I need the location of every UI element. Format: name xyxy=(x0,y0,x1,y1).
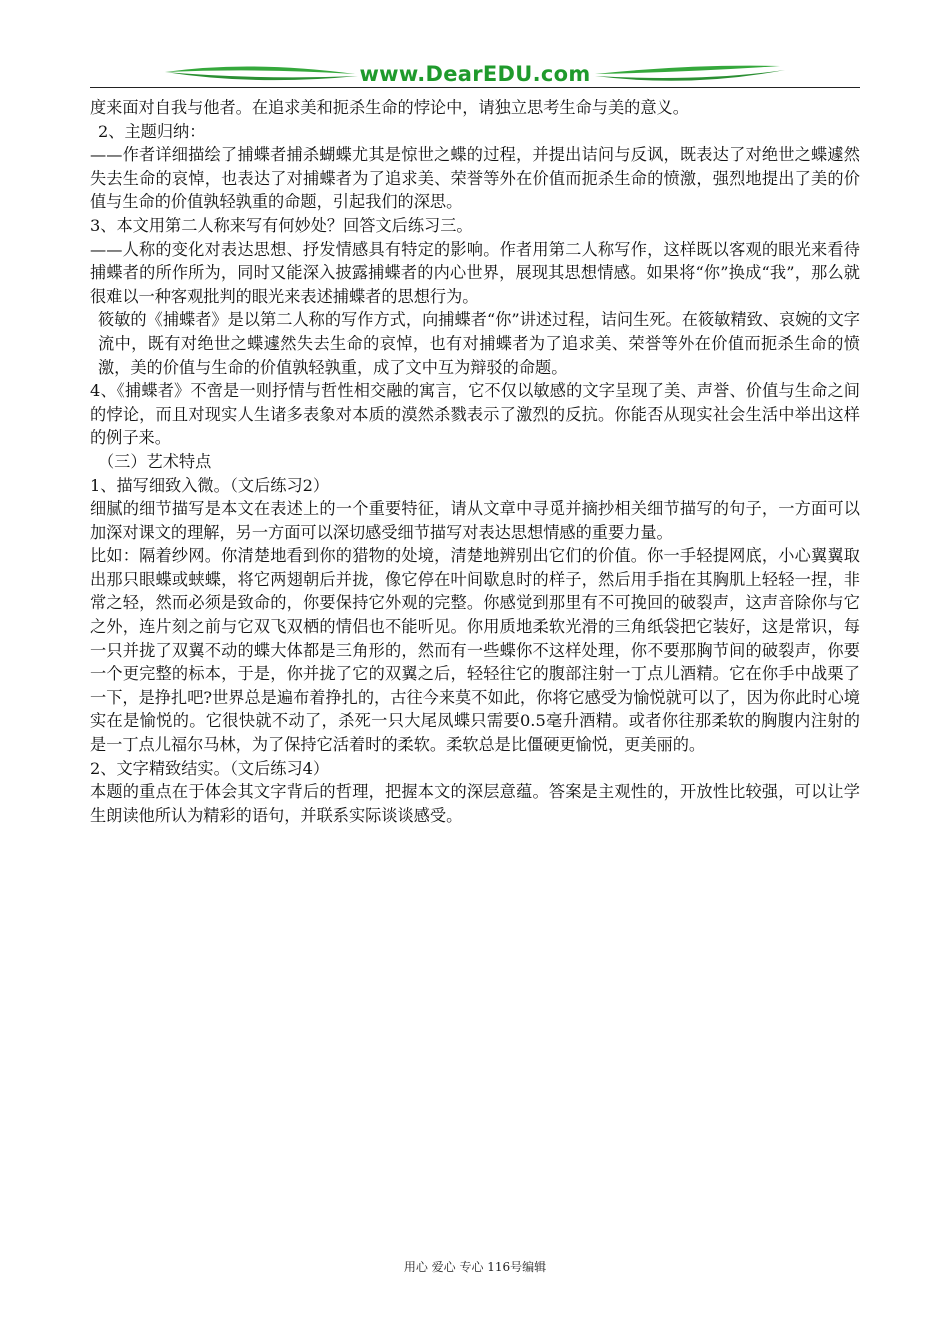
paragraph: 本题的重点在于体会其文字背后的哲理，把握本文的深层意蕴。答案是主观性的，开放性比较强，可以让学生朗读他所认为精彩的语句，并联系实际谈谈感受。 xyxy=(90,782,860,825)
section-heading: 3、本文用第二人称来写有何妙处？回答文后练习三。 xyxy=(90,215,473,235)
paragraph: 比如：隔着纱网。你清楚地看到你的猎物的处境，清楚地辨别出它们的价值。你一手轻提网底，小心翼翼取出那只眼蝶或蛱蝶，将它两翅朝后并拢，像它停在叶间歇息时的样子，然后用手指在其胸肌上轻轻一捏，非常之轻，然而必须是致命的，你要保持它外观的完整。你感觉到那里有不可挽回的破裂声，这声音除你与它之外，连片刻之前与它双飞双栖的情侣也不能听见。你用质地柔软光滑的三角纸袋把它装好，这是常识，每一只并拢了双翼不动的蝶大体都是三角形的，然而有一些蝶你不这样处理，你不要那胸节间的破裂声，你要一个更完整的标本，于是，你并拢了它的双翼之后，轻轻往它的腹部注射一丁点儿酒精。它在你手中战栗了一下，是挣扎吧?世界总是遍布着挣扎的，古往今来莫不如此，你将它感受为愉悦就可以了，因为你此时心境实在是愉悦的。它很快就不动了，杀死一只大尾凤蝶只需要0.5毫升酒精。或者你往那柔软的胸腹内注射的是一丁点儿福尔马林，为了保持它活着时的柔软。柔软总是比僵硬更愉悦，更美丽的。 xyxy=(90,546,860,755)
site-header-banner xyxy=(90,58,860,94)
paragraph: 4、《捕蝶者》不啻是一则抒情与哲性相交融的寓言，它不仅以敏感的文字呈现了美、声誉、价值与生命之间的悖论，而且对现实人生诸多表象对本质的漠然杀戮表示了激烈的反抗。你能否从现实社会生活中举出这样的例子来。 xyxy=(90,381,860,448)
section-heading: 2、主题归纳： xyxy=(98,121,206,141)
paragraph: ——作者详细描绘了捕蝶者捕杀蝴蝶尤其是惊世之蝶的过程，并提出诘问与反讽，既表达了对绝世之蝶遽然失去生命的哀悼，也表达了对捕蝶者为了追求美、荣誉等外在价值而扼杀生命的愤激，强烈地提出了美的价值与生命的价值孰轻孰重的命题，引起我们的深思。 xyxy=(90,145,860,212)
section-heading: 2、文字精致结实。（文后练习4） xyxy=(90,758,330,778)
paragraph: 筱敏的《捕蝶者》是以第二人称的写作方式，向捕蝶者“你”讲述过程，诘问生死。在筱敏精致、哀婉的文字流中，既有对绝世之蝶遽然失去生命的哀悼，也有对捕蝶者为了追求美、荣誉等外在价值而扼杀生命的愤激，美的价值与生命的价值孰轻孰重，成了文中互为辩驳的命题。 xyxy=(98,310,860,377)
section-heading: （三）艺术特点 xyxy=(98,451,212,471)
site-logo: www.DearEDU.com xyxy=(359,62,591,86)
paragraph: 细腻的细节描写是本文在表述上的一个重要特征，请从文章中寻觅并摘抄相关细节描写的句子，一方面可以加深对课文的理解，另一方面可以深切感受细节描写对表达思想情感的重要力量。 xyxy=(90,499,860,542)
document-body xyxy=(90,96,860,827)
paragraph: ——人称的变化对表达思想、抒发情感具有特定的影响。作者用第二人称写作，这样既以客观的眼光来看待捕蝶者的所作所为，同时又能深入披露捕蝶者的内心世界，展现其思想情感。如果将“你”换成“我”，那么就很难以一种客观批判的眼光来表述捕蝶者的思想行为。 xyxy=(90,239,860,306)
section-heading: 1、描写细致入微。（文后练习2） xyxy=(90,475,330,495)
header-divider xyxy=(90,87,860,88)
page-footer: 用心 爱心 专心 116号编辑 xyxy=(403,1260,547,1274)
paragraph: 度来面对自我与他者。在追求美和扼杀生命的悖论中，请独立思考生命与美的意义。 xyxy=(90,98,689,117)
